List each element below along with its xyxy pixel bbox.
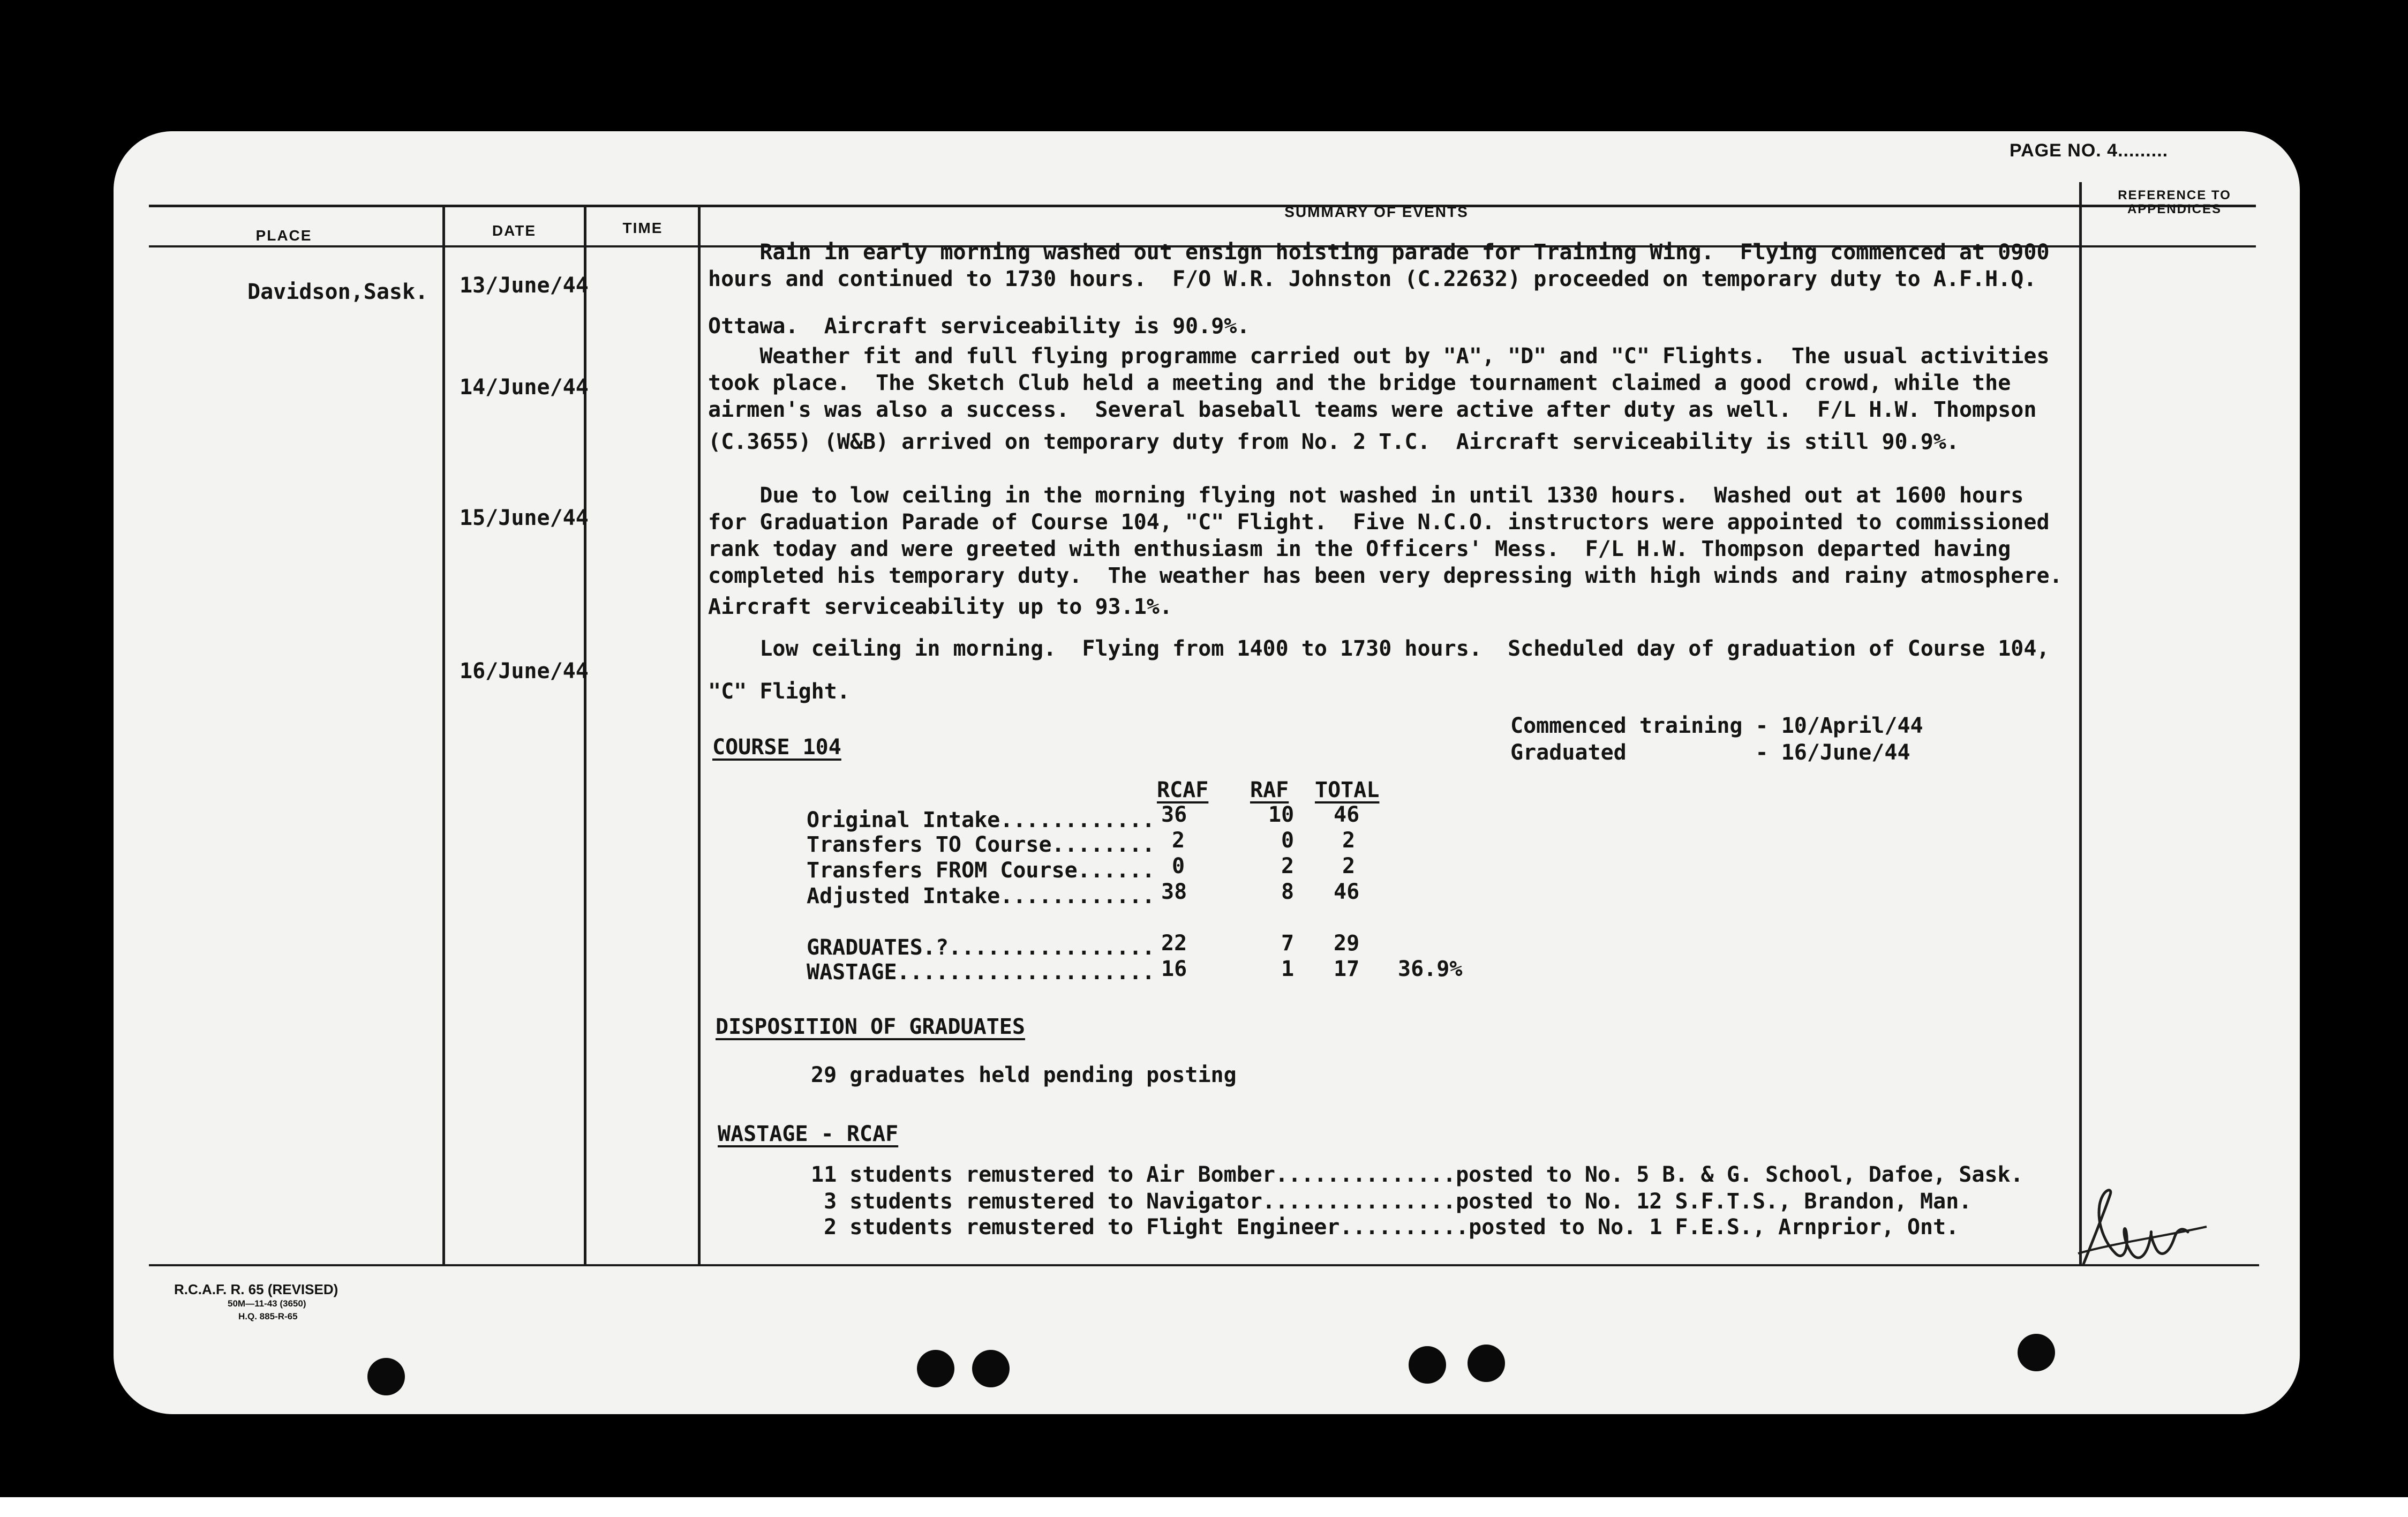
cell-raf: 7 (1281, 931, 1295, 956)
header-reference-line1: REFERENCE TO (2118, 188, 2231, 202)
event-line: airmen's was also a success. Several baseball teams were active after duty as well. F/L H.W. Thompson (708, 397, 2037, 422)
event-line: "C" Flight. (708, 679, 850, 704)
event-line: Weather fit and full flying programme carried out by "A", "D" and "C" Flights. The usual activities (708, 344, 2050, 369)
row-label: Adjusted Intake............ (807, 884, 1155, 908)
cell-total: 2 (1342, 854, 1356, 878)
column-total: TOTAL (1315, 778, 1380, 802)
footer-rule (149, 1264, 2259, 1266)
binder-hole (1409, 1346, 1446, 1384)
cell-rcaf: 2 (1172, 828, 1185, 853)
binder-hole (2018, 1334, 2055, 1371)
event-line: Ottawa. Aircraft serviceability is 90.9%. (708, 314, 1250, 339)
date-entry: 15/June/44 (460, 506, 589, 530)
event-line: Rain in early morning washed out ensign hoisting parade for Training Wing. Flying commenced at 0900 (708, 240, 2050, 265)
event-line: Due to low ceiling in the morning flying not washed in until 1330 hours. Washed out at 1600 hours (708, 483, 2024, 508)
column-rcaf: RCAF (1157, 778, 1209, 802)
date-entry: 14/June/44 (460, 375, 589, 400)
cell-rcaf: 0 (1172, 854, 1185, 878)
date-entry: 13/June/44 (460, 273, 589, 298)
header-summary: SUMMARY OF EVENTS (1284, 204, 1469, 220)
date-entry: 16/June/44 (460, 659, 589, 684)
binder-hole (1468, 1345, 1505, 1382)
header-reference-line2: APPENDICES (2127, 202, 2222, 216)
event-line: completed his temporary duty. The weather has been very depressing with high winds and rainy atmosphere. (708, 564, 2063, 588)
scan-border (0, 1497, 2408, 1517)
cell-rcaf: 22 (1161, 931, 1187, 956)
course-heading: COURSE 104 (712, 735, 841, 760)
cell-total: 29 (1334, 931, 1360, 956)
form-identifier (174, 1281, 338, 1323)
place-entry: Davidson,Sask. (247, 280, 428, 304)
cell-rcaf: 38 (1161, 880, 1187, 904)
event-line: (C.3655) (W&B) arrived on temporary duty from No. 2 T.C. Aircraft serviceability is still 90.9%. (708, 430, 1959, 454)
event-line: rank today and were greeted with enthusiasm in the Officers' Mess. F/L H.W. Thompson departed having (708, 537, 2011, 561)
event-line: Aircraft serviceability up to 93.1%. (708, 595, 1172, 619)
cell-raf: 0 (1281, 828, 1295, 853)
row-label: Original Intake............ (807, 808, 1155, 832)
binder-hole (917, 1350, 954, 1387)
event-line: Low ceiling in morning. Flying from 1400 to 1730 hours. Scheduled day of graduation of Course 104, (708, 636, 2050, 661)
summary-reference-divider (2079, 182, 2082, 1266)
binder-hole (972, 1350, 1010, 1387)
header-place: PLACE (255, 227, 312, 244)
row-label: GRADUATES.?................ (807, 935, 1155, 960)
course-commenced: Commenced training - 10/April/44 (1510, 714, 1923, 738)
cell-rcaf: 16 (1161, 957, 1187, 981)
wastage-heading: WASTAGE - RCAF (718, 1122, 899, 1146)
cell-total: 46 (1334, 802, 1360, 827)
form-hq-ref: H.Q. 885-R-65 (238, 1311, 298, 1321)
binder-hole (367, 1358, 405, 1395)
event-line: took place. The Sketch Club held a meeting and the bridge tournament claimed a good crowd, while the (708, 371, 2011, 395)
wastage-line: 3 students remustered to Navigator...............posted to No. 12 S.F.T.S., Brandon, Man. (811, 1189, 1972, 1214)
course-graduated: Graduated - 16/June/44 (1510, 740, 1910, 765)
cell-total: 17 (1334, 957, 1360, 981)
place-date-divider (442, 205, 445, 1266)
header-date: DATE (492, 222, 537, 239)
signature (2073, 1173, 2212, 1280)
cell-rcaf: 36 (1161, 802, 1187, 827)
wastage-line: 2 students remustered to Flight Engineer..........posted to No. 1 F.E.S., Arnprior, Ont. (811, 1215, 1959, 1240)
disposition-heading: DISPOSITION OF GRADUATES (716, 1015, 1025, 1039)
time-summary-divider (698, 205, 701, 1266)
cell-raf: 10 (1268, 802, 1295, 827)
disposition-text: 29 graduates held pending posting (811, 1063, 1237, 1087)
cell-raf: 1 (1281, 957, 1295, 981)
cell-raf: 2 (1281, 854, 1295, 878)
form-code: R.C.A.F. R. 65 (REVISED) (174, 1281, 338, 1297)
wastage-line: 11 students remustered to Air Bomber..............posted to No. 5 B. & G. School, Dafoe, Sask. (811, 1162, 2023, 1187)
form-print-run: 50M—11-43 (3650) (228, 1298, 306, 1309)
page-number: PAGE NO. 4......... (2010, 140, 2169, 161)
cell-total: 2 (1342, 828, 1356, 853)
row-label: WASTAGE.................... (807, 960, 1155, 985)
event-line: for Graduation Parade of Course 104, "C" Flight. Five N.C.O. instructors were appointed to commissioned (708, 510, 2050, 535)
cell-total: 46 (1334, 880, 1360, 904)
row-label: Transfers TO Course........ (807, 832, 1155, 857)
date-time-divider (584, 205, 586, 1266)
column-raf: RAF (1250, 778, 1289, 802)
row-label: Transfers FROM Course...... (807, 858, 1155, 883)
cell-raf: 8 (1281, 880, 1295, 904)
header-reference (2089, 189, 2260, 216)
header-time: TIME (622, 220, 663, 236)
cell-percent: 36.9% (1398, 957, 1463, 981)
event-line: hours and continued to 1730 hours. F/O W.R. Johnston (C.22632) proceeded on temporary duty to A.F.H.Q. (708, 267, 2037, 291)
